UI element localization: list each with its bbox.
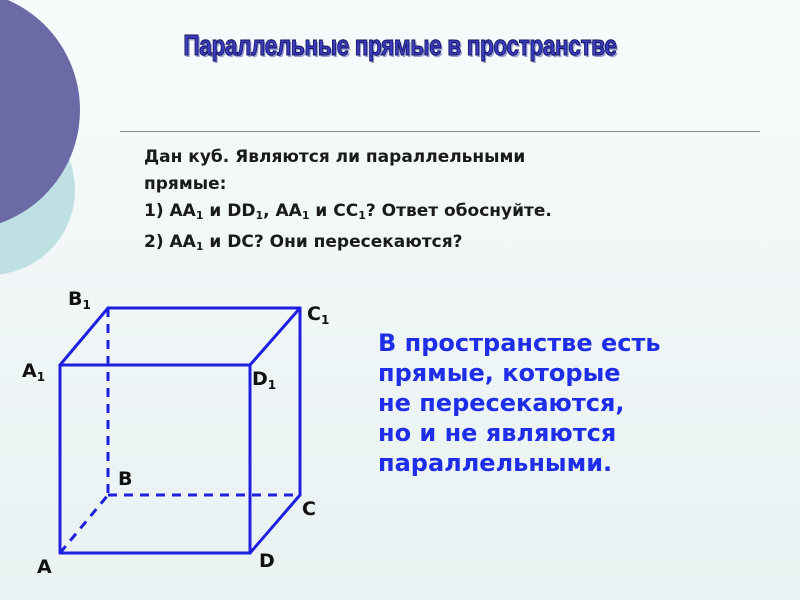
- slide-title: Параллельные прямые в пространстве: [183, 30, 617, 62]
- conclusion-note: [378, 328, 788, 478]
- label-C: C: [302, 498, 316, 520]
- edge-A1B1: [60, 308, 108, 365]
- note-line-3: не пересекаются,: [378, 389, 625, 417]
- label-B1: $B_1$: [68, 288, 91, 312]
- note-line-2: прямые, которые: [378, 359, 621, 387]
- label-A: A: [37, 556, 52, 578]
- edge-C1D1: [250, 308, 300, 365]
- task-line-2: прямые:: [144, 174, 227, 194]
- question-1: 1) $AA_1$ и $DD_1$, $AA_1$ и $CC_1$? Ответ обоснуйте.: [144, 201, 552, 222]
- edge-CD: [250, 495, 300, 553]
- label-D: D: [259, 550, 275, 572]
- question-2: 2) $AA_1$ и DC? Они пересекаются?: [144, 232, 463, 253]
- label-D1: $D_1$: [252, 368, 277, 392]
- note-line-1: В пространстве есть: [378, 329, 661, 357]
- label-B: B: [118, 468, 133, 490]
- label-A1: $A_1$: [22, 360, 46, 384]
- task-line-1: Дан куб. Являются ли параллельными: [144, 147, 526, 167]
- note-line-5: параллельными.: [378, 449, 613, 477]
- edge-AB: [60, 495, 108, 553]
- note-line-4: но и не являются: [378, 419, 617, 447]
- label-C1: $C_1$: [307, 303, 330, 327]
